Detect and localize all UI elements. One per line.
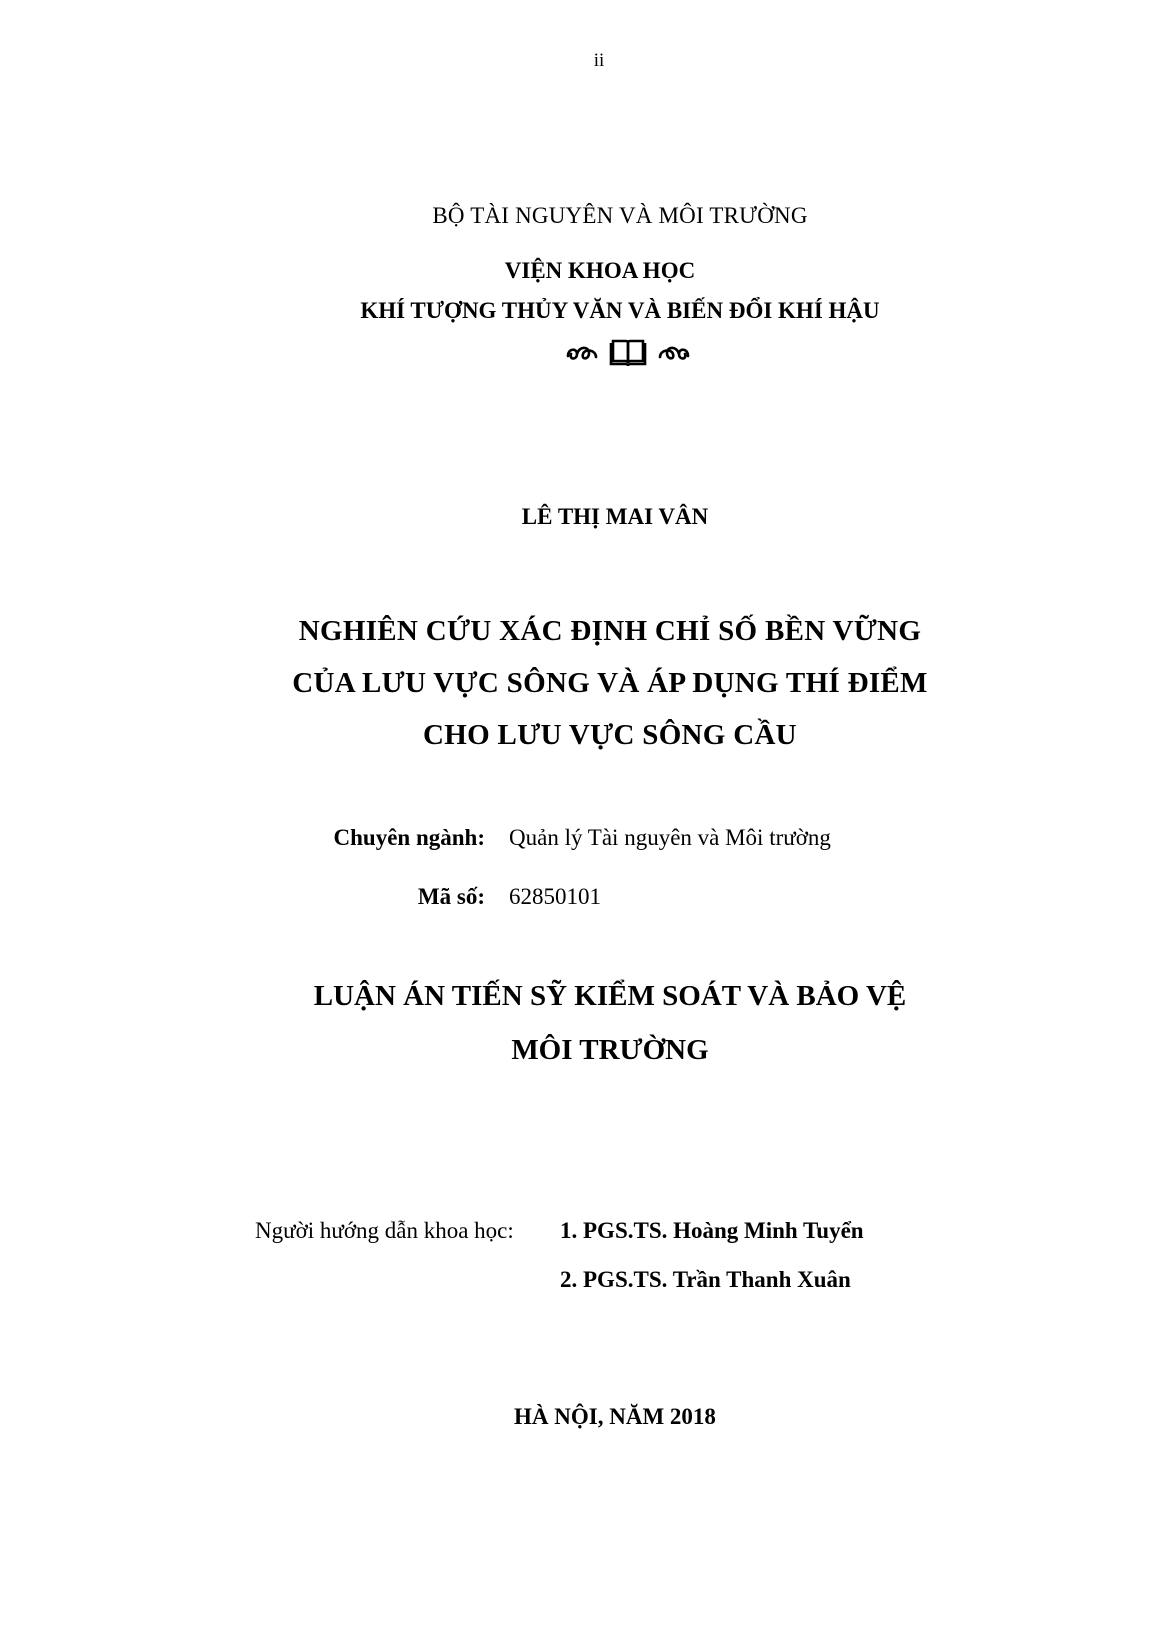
institute-name-line-2: KHÍ TƯỢNG THỦY VĂN VÀ BIẾN ĐỔI KHÍ HẬU	[360, 298, 880, 323]
specialization-value: Quản lý Tài nguyên và Môi trường	[509, 825, 831, 850]
open-book-icon	[609, 339, 647, 367]
ornament-divider	[553, 333, 703, 373]
thesis-title-line-2: CỦA LƯU VỰC SÔNG VÀ ÁP DỤNG THÍ ĐIỂM	[292, 667, 928, 699]
degree-line-2: MÔI TRƯỜNG	[511, 1034, 709, 1066]
advisor-name-2: 2. PGS.TS. Trần Thanh Xuân	[560, 1267, 851, 1292]
thesis-title-line-3: CHO LƯU VỰC SÔNG CẦU	[423, 719, 797, 751]
advisor-label: Người hướng dẫn khoa học:	[255, 1218, 514, 1243]
left-flourish-icon	[565, 342, 599, 364]
institute-name-line-1: VIỆN KHOA HỌC	[504, 258, 696, 283]
code-value: 62850101	[509, 884, 601, 909]
right-flourish-icon	[657, 342, 691, 364]
author-name: LÊ THỊ MAI VÂN	[521, 504, 709, 529]
ministry-name: BỘ TÀI NGUYÊN VÀ MÔI TRƯỜNG	[432, 203, 808, 228]
place-and-year: HÀ NỘI, NĂM 2018	[514, 1404, 716, 1429]
specialization-label: Chuyên ngành:	[333, 825, 485, 850]
degree-line-1: LUẬN ÁN TIẾN SỸ KIỂM SOÁT VÀ BẢO VỆ	[313, 980, 907, 1012]
code-label: Mã số:	[417, 884, 485, 909]
advisor-name-1: 1. PGS.TS. Hoàng Minh Tuyển	[560, 1218, 864, 1243]
thesis-title-line-1: NGHIÊN CỨU XÁC ĐỊNH CHỈ SỐ BỀN VỮNG	[298, 615, 922, 647]
page-number: ii	[593, 50, 605, 71]
